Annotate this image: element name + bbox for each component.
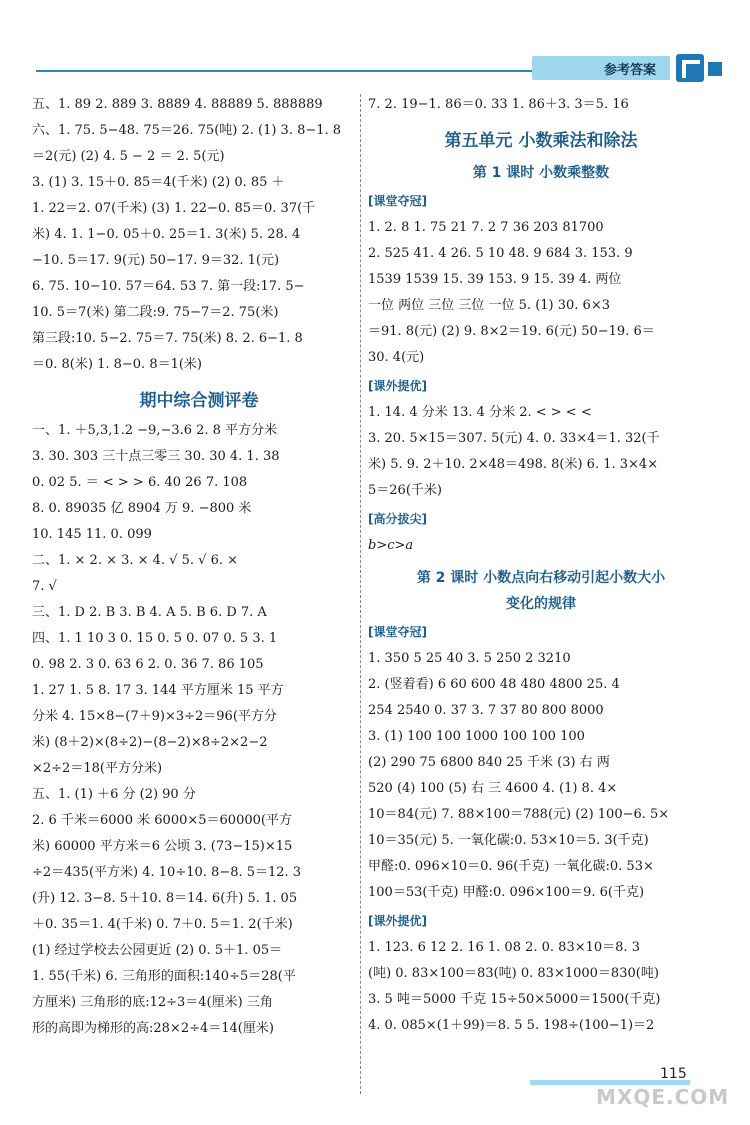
lesson2-class-answers	[368, 646, 714, 906]
answer-line: 1. 27 1. 5 8. 17 3. 144 平方厘米 15 平方	[32, 683, 284, 698]
answer-line: 甲醛:0. 096×10＝0. 96(千克) 一氧化碳:0. 53×	[368, 859, 654, 874]
answer-line: 1. 55(千米) 6. 三角形的面积:140÷5＝28(平	[32, 969, 296, 984]
answer-line: 0. 02 5. ＝ < > > 6. 40 26 7. 108	[32, 475, 248, 490]
answer-line: 10＝84(元) 7. 88×100＝788(元) (2) 100−6. 5×	[368, 807, 670, 822]
answer-line: (吨) 0. 83×100＝83(吨) 0. 83×1000＝830(吨)	[368, 966, 659, 981]
answer-line: ÷2＝435(平方米) 4. 10÷10. 8−8. 5＝12. 3	[32, 865, 302, 880]
answer-line: ＋0. 35＝1. 4(千米) 0. 7＋0. 5＝1. 2(千米)	[32, 917, 293, 932]
answer-line: 2. (竖着看) 6 60 600 48 480 4800 25. 4	[368, 677, 620, 692]
tag-class: [ 课堂夺冠 ]	[368, 188, 427, 214]
answer-line: 1. 14. 4 分米 13. 4 分米 2. < > < <	[368, 405, 592, 420]
corner-bracket-icon	[676, 54, 704, 82]
answer-line: 8. 0. 89035 亿 8904 万 9. −800 米	[32, 501, 252, 516]
answer-line: 米) 60000 平方米＝6 公顷 3. (73−15)×15	[32, 839, 293, 854]
answer-line: 形的高即为梯形的高:28×2÷4＝14(厘米)	[32, 1021, 274, 1036]
answer-line: 1. 350 5 25 40 3. 5 250 2 3210	[368, 651, 571, 666]
answer-line: 7. √	[32, 579, 57, 594]
answer-line: 5＝26(千米)	[368, 483, 442, 498]
answer-line: (升) 12. 3−8. 5＋10. 8＝14. 6(升) 5. 1. 05	[32, 891, 298, 906]
answer-line: 五、1. (1) ＋6 分 (2) 90 分	[32, 787, 196, 802]
answer-line: 1539 1539 15. 39 153. 9 15. 39 4. 两位	[368, 272, 622, 287]
tag-class-2: [ 课堂夺冠 ]	[368, 619, 427, 645]
answer-line: 1. 2. 8 1. 75 21 7. 2 7 36 203 81700	[368, 220, 604, 235]
answer-line: 2. 525 41. 4 26. 5 10 48. 9 684 3. 153. 9	[368, 246, 633, 261]
right-top-line: 7. 2. 19−1. 86＝0. 33 1. 86＋3. 3＝5. 16	[368, 97, 629, 112]
watermark: MXQE.COM	[596, 1085, 730, 1109]
answer-line: 3. 30. 303 三十点三零三 30. 30 4. 1. 38	[32, 449, 280, 464]
answer-line: 米) 4. 1. 1−0. 05＋0. 25＝1. 3(米) 5. 28. 4	[32, 227, 301, 242]
left-column	[32, 92, 366, 1042]
header-stub	[708, 62, 722, 76]
answer-line: 1. 22＝2. 07(千米) (3) 1. 22−0. 85＝0. 37(千	[32, 201, 316, 216]
right-column	[368, 92, 714, 1039]
answer-line: 3. (1) 100 100 1000 100 100 100	[368, 729, 585, 744]
answer-line: 100＝53(千克) 甲醛:0. 096×100＝9. 6(千克)	[368, 885, 645, 900]
page-number: 115	[660, 1066, 687, 1082]
section-five-answers	[32, 92, 366, 118]
answer-line: 30. 4(元)	[368, 350, 425, 365]
answer-line: ＝91. 8(元) (2) 9. 8×2＝19. 6(元) 50−19. 6＝	[368, 324, 655, 339]
answer-line: 4. 0. 085×(1＋99)＝8. 5 5. 198÷(100−1)＝2	[368, 1018, 655, 1033]
section-six-answers	[32, 118, 366, 378]
answer-line: 五、1. 89 2. 889 3. 8889 4. 88889 5. 888889	[32, 97, 323, 112]
header-rule	[36, 70, 536, 72]
answer-line: 米) (8＋2)×(8÷2)−(8−2)×8÷2×2−2	[32, 735, 268, 750]
answer-line: 3. 5 吨＝5000 千克 15÷50×5000＝1500(千克)	[368, 992, 661, 1007]
lesson1-class-answers	[368, 215, 714, 371]
answer-line: 三、1. D 2. B 3. B 4. A 5. B 6. D 7. A	[32, 605, 267, 620]
lesson1-top-answers	[368, 533, 714, 559]
answer-line: 3. (1) 3. 15＋0. 85＝4(千米) (2) 0. 85 ＋	[32, 175, 285, 190]
lesson1-title: 第 1 课时 小数乘整数	[472, 165, 610, 181]
answer-line: 6. 75. 10−10. 57＝64. 53 7. 第一段:17. 5−	[32, 279, 305, 294]
answer-line: 520 (4) 100 (5) 右 三 4600 4. (1) 8. 4×	[368, 781, 618, 796]
answer-line: 六、1. 75. 5−48. 75＝26. 75(吨) 2. (1) 3. 8−1. 8	[32, 123, 342, 138]
lesson2-title-b: 变化的规律	[506, 596, 576, 612]
answer-line: 2. 6 千米＝6000 米 6000×5＝60000(平方	[32, 813, 292, 828]
answer-line: ＝2(元) (2) 4. 5 − 2 ＝ 2. 5(元)	[32, 149, 225, 164]
lesson1-extra-answers	[368, 400, 714, 504]
answer-line: b>c>a	[368, 538, 414, 553]
answer-line: ＝0. 8(米) 1. 8−0. 8＝1(米)	[32, 357, 203, 372]
answer-line: (2) 290 75 6800 840 25 千米 (3) 右 两	[368, 755, 610, 770]
answer-line: 米) 5. 9. 2＋10. 2×48＝498. 8(米) 6. 1. 3×4×	[368, 457, 659, 472]
answer-line: 10＝35(元) 5. 一氧化碳:0. 53×10＝5. 3(千克)	[368, 833, 649, 848]
lesson2-title-a: 第 2 课时 小数点向右移动引起小数大小	[416, 570, 666, 586]
answer-line: ×2÷2＝18(平方分米)	[32, 761, 163, 776]
header-tab	[532, 56, 670, 80]
answer-line: 1. 123. 6 12 2. 16 1. 08 2. 0. 83×10＝8. 3	[368, 940, 640, 955]
answer-line: (1) 经过学校去公园更近 (2) 0. 5＋1. 05＝	[32, 943, 283, 958]
tag-extra-2: [ 课外提优 ]	[368, 908, 427, 934]
answer-line: 二、1. × 2. × 3. × 4. √ 5. √ 6. ×	[32, 553, 239, 568]
answer-line: 一位 两位 三位 三位 一位 5. (1) 30. 6×3	[368, 298, 610, 313]
answer-line: 10. 5＝7(米) 第二段:9. 75−7＝2. 75(米)	[32, 305, 279, 320]
answer-line: 10. 145 11. 0. 099	[32, 527, 152, 542]
answer-line: 方厘米) 三角形的底:12÷3＝4(厘米) 三角	[32, 995, 273, 1010]
answer-line: 四、1. 1 10 3 0. 15 0. 5 0. 07 0. 5 3. 1	[32, 631, 278, 646]
answer-line: 3. 20. 5×15＝307. 5(元) 4. 0. 33×4＝1. 32(千	[368, 431, 660, 446]
answer-line: 分米 4. 15×8−(7＋9)×3÷2＝96(平方分	[32, 709, 277, 724]
answer-line: 第三段:10. 5−2. 75＝7. 75(米) 8. 2. 6−1. 8	[32, 331, 303, 346]
answer-line: 0. 98 2. 3 0. 63 6 2. 0. 36 7. 86 105	[32, 657, 264, 672]
lesson2-extra-answers	[368, 935, 714, 1039]
unit-title: 第五单元 小数乘法和除法	[444, 131, 638, 151]
answer-line: −10. 5＝17. 9(元) 50−17. 9＝32. 1(元)	[32, 253, 280, 268]
answer-line: 一、1. ＋5,3,1.2 −9,−3.6 2. 8 平方分米	[32, 423, 278, 438]
header-title: 参考答案	[603, 63, 656, 78]
midterm-answers	[32, 418, 366, 1042]
tag-extra: [ 课外提优 ]	[368, 373, 427, 399]
midterm-title: 期中综合测评卷	[139, 391, 259, 411]
answer-line: 254 2540 0. 37 3. 7 37 80 800 8000	[368, 703, 604, 718]
tag-top: [ 高分拔尖 ]	[368, 506, 427, 532]
